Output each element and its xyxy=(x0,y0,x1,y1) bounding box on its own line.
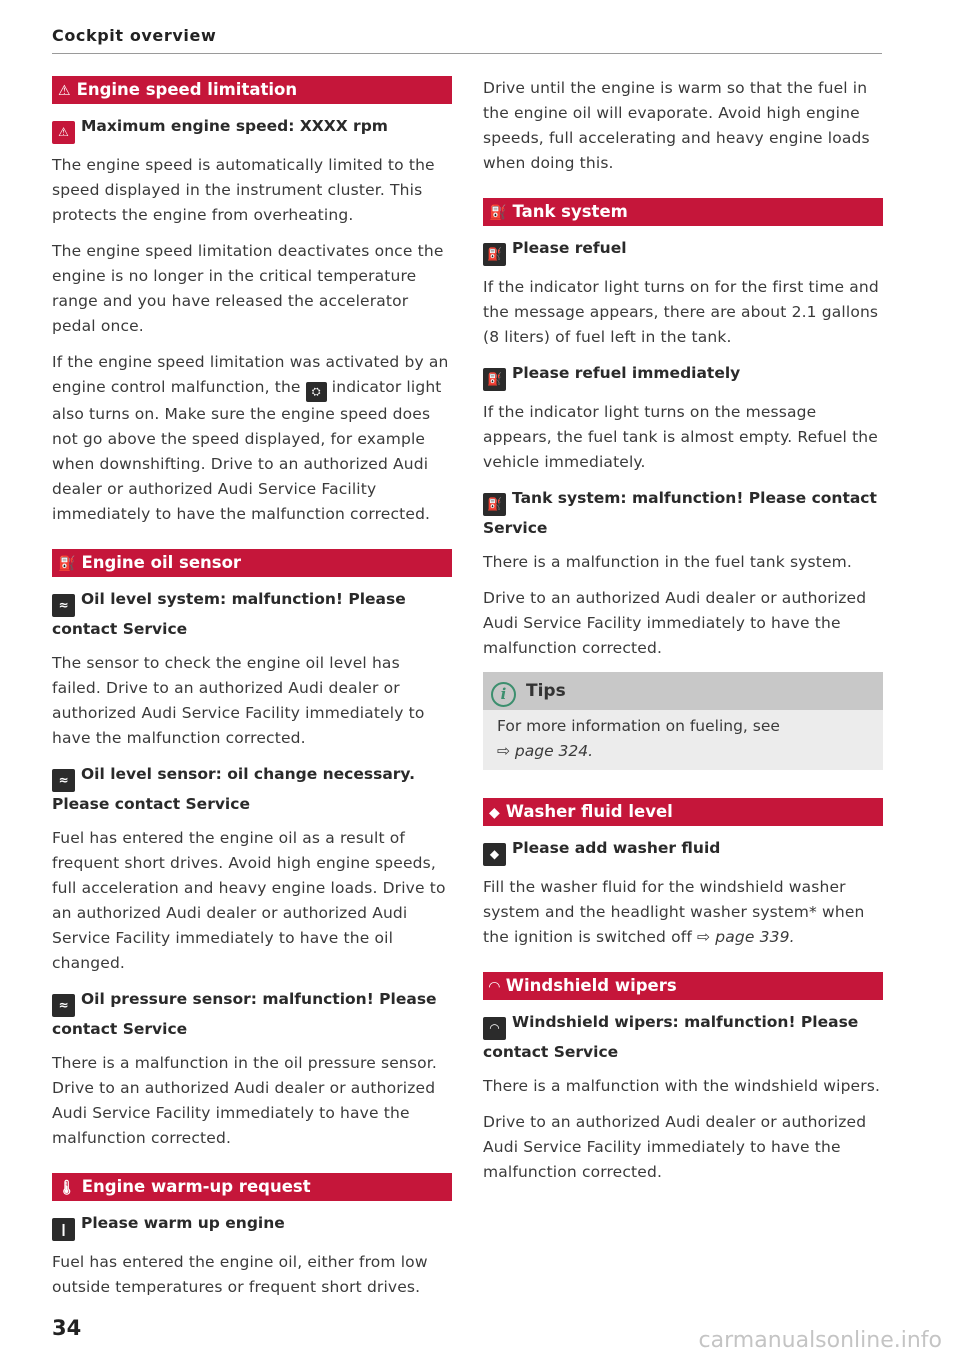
oil-change-paragraph: Fuel has entered the engine oil as a result of frequent short drives. Avoid high engine speeds, full acceleration and heavy engine loads. Drive to an authorized Audi dealer or authorized Audi Service Facility immediately to have the oil changed. xyxy=(52,829,446,972)
tips-header: i Tips xyxy=(483,672,883,710)
washer-heading: ◆ Washer fluid level xyxy=(483,798,883,826)
oil-change-subheading: ≈ Oil level sensor: oil change necessary. Please contact Service xyxy=(52,765,415,813)
oil-can-icon: ⛽ xyxy=(58,556,76,572)
fuel-pump-indicator-icon: ⛽ xyxy=(483,368,506,391)
oil-pressure-subheading: ≈ Oil pressure sensor: malfunction! Please contact Service xyxy=(52,990,437,1038)
engine-speed-paragraph-1: The engine speed is automatically limited to the speed displayed in the instrument cluster. This protects the engine from overheating. xyxy=(52,156,435,224)
wiper-icon: ◠ xyxy=(489,979,500,995)
wiper-indicator-icon: ◠ xyxy=(483,1017,506,1040)
info-icon: i xyxy=(491,682,516,707)
warmup-heading: 🌡 Engine warm-up request xyxy=(52,1173,452,1201)
engine-speed-paragraph-2: The engine speed limitation deactivates once the engine is no longer in the critical temperature range and you have released the accelerator pedal once. xyxy=(52,242,444,335)
warmup-paragraph: Fuel has entered the engine oil, either from low outside temperatures or frequent short drives. xyxy=(52,1253,428,1296)
right-column xyxy=(483,76,883,1196)
oil-level-malfunction-paragraph: The sensor to check the engine oil level has failed. Drive to an authorized Audi dealer or authorized Audi Service Facility immediately to have the malfunction corrected. xyxy=(52,654,425,747)
refuel-immediately-paragraph: If the indicator light turns on the message appears, the fuel tank is almost empty. Refuel the vehicle immediately. xyxy=(483,403,878,471)
oil-pressure-paragraph: There is a malfunction in the oil pressure sensor. Drive to an authorized Audi dealer or authorized Audi Service Facility immediately to have the malfunction corrected. xyxy=(52,1054,437,1147)
section-title: Cockpit overview xyxy=(52,26,217,45)
engine-speed-warning-icon: ⚠ xyxy=(58,83,71,99)
tank-malfunction-paragraph: There is a malfunction in the fuel tank system. xyxy=(483,553,852,571)
oil-level-malfunction-subheading: ≈ Oil level system: malfunction! Please contact Service xyxy=(52,590,406,638)
tank-malfunction-subheading: ⛽ Tank system: malfunction! Please contact Service xyxy=(483,489,877,537)
engine-speed-heading: ⚠ Engine speed limitation xyxy=(52,76,452,104)
wipers-heading: ◠ Windshield wipers xyxy=(483,972,883,1000)
tips-body: For more information on fueling, see ⇨ page 324. xyxy=(497,717,780,760)
wipers-paragraph-2: Drive to an authorized Audi dealer or authorized Audi Service Facility immediately to have the malfunction corrected. xyxy=(483,1113,867,1181)
page-reference-link[interactable]: ⇨ page 324. xyxy=(497,742,594,760)
oil-can-indicator-icon: ≈ xyxy=(52,994,75,1017)
engine-speed-paragraph-3: If the engine speed limitation was activated by an engine control malfunction, the ⛭ indicator light also turns on. Make sure the engine speed does not go above the speed displayed, for example when downshifting. Drive to an authorized Audi dealer or authorized Audi Service Facility immediately to have the malfunction corrected. xyxy=(52,353,449,523)
washer-fluid-icon: ◆ xyxy=(489,805,500,821)
engine-speed-subheading: ⚠ Maximum engine speed: XXXX rpm xyxy=(52,114,452,144)
refuel-immediately-subheading: ⛽ Please refuel immediately xyxy=(483,361,883,391)
engine-control-icon: ⛭ xyxy=(306,382,327,402)
oil-can-indicator-icon: ≈ xyxy=(52,594,75,617)
thermometer-icon: 🌡 xyxy=(58,1180,76,1196)
washer-subheading: ◆ Please add washer fluid xyxy=(483,836,883,866)
wipers-paragraph-1: There is a malfunction with the windshield wipers. xyxy=(483,1077,881,1095)
fuel-pump-icon: ⛽ xyxy=(489,205,507,221)
tips-box xyxy=(483,672,883,770)
tank-heading: ⛽ Tank system xyxy=(483,198,883,226)
page-number: 34 xyxy=(52,1316,82,1340)
refuel-subheading: ⛽ Please refuel xyxy=(483,236,883,266)
fuel-pump-indicator-icon: ⛽ xyxy=(483,243,506,266)
wipers-subheading: ◠ Windshield wipers: malfunction! Please contact Service xyxy=(483,1013,859,1061)
warmup-continued-paragraph: Drive until the engine is warm so that the fuel in the engine oil will evaporate. Avoid high engine speeds, full accelerating and heavy engine loads when doing this. xyxy=(483,79,870,172)
tank-dealer-paragraph: Drive to an authorized Audi dealer or authorized Audi Service Facility immediately to have the malfunction corrected. xyxy=(483,589,867,657)
engine-speed-indicator-icon: ⚠ xyxy=(52,121,75,144)
washer-paragraph: Fill the washer fluid for the windshield washer system and the headlight washer system* when the ignition is switched off ⇨ page 339. xyxy=(483,878,865,946)
washer-fluid-indicator-icon: ◆ xyxy=(483,843,506,866)
oil-sensor-heading: ⛽ Engine oil sensor xyxy=(52,549,452,577)
watermark: carmanualsonline.info xyxy=(698,1328,942,1353)
refuel-paragraph: If the indicator light turns on for the first time and the message appears, there are about 2.1 gallons (8 liters) of fuel left in the tank. xyxy=(483,278,879,346)
warmup-subheading: ❙ Please warm up engine xyxy=(52,1211,452,1241)
thermometer-indicator-icon: ❙ xyxy=(52,1218,75,1241)
oil-can-indicator-icon: ≈ xyxy=(52,769,75,792)
fuel-pump-indicator-icon: ⛽ xyxy=(483,493,506,516)
page-header xyxy=(52,26,882,54)
page-reference-link[interactable]: ⇨ page 339. xyxy=(697,928,795,946)
left-column xyxy=(52,76,452,1311)
